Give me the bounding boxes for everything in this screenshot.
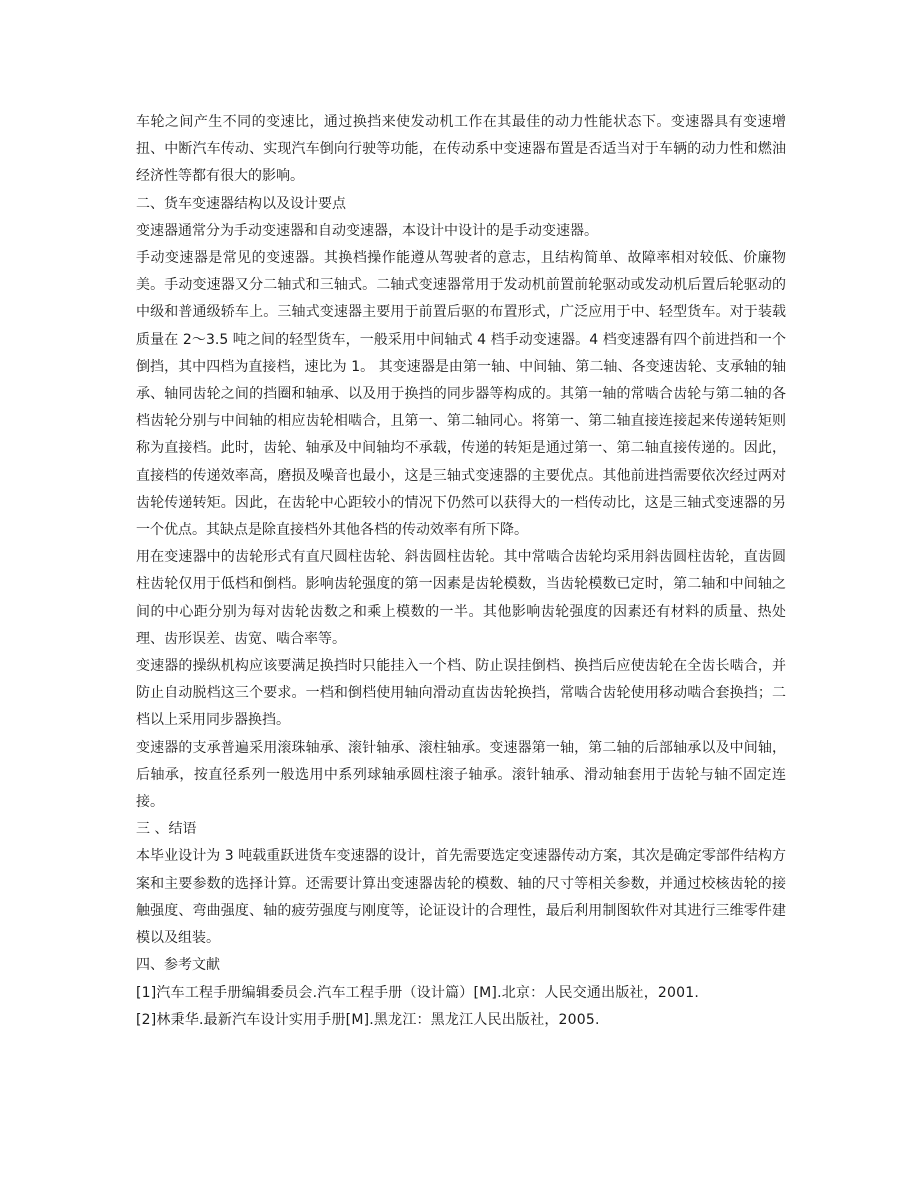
section-heading-3: 三 、结语 [136, 821, 197, 838]
transmission-types-paragraph: 变速器通常分为手动变速器和自动变速器，本设计中设计的是手动变速器。 [136, 222, 598, 239]
manual-transmission-paragraph: 手动变速器是常见的变速器。其换档操作能遵从驾驶者的意志，且结构简单、故障率相对较低、价廉物美。手动变速器又分二轴式和三轴式。二轴式变速器常用于发动机前置前轮驱动或发动机后置后轮驱动的中级和普通级轿车上。三轴式变速器主要用于前置后驱的布置形式，广泛应用于中、轻型货车。对于装载质量在 2～3.5 吨之间的轻型货车，一般采用中间轴式 4 档手动变速器。4 档变速器有四个前进挡和一个倒挡，其中四档为直接档，速比为 1。 其变速器是由第一轴、中间轴、第二轴、各变速齿轮、支承轴的轴承、轴同齿轮之间的挡圈和轴承、以及用于换挡的同步器等构成的。其第一轴的常啮合齿轮与第二轴的各档齿轮分别与中间轴的相应齿轮相啮合，且第一、第二轴同心。将第一、第二轴直接连接起来传递转矩则称为直接档。此时，齿轮、轴承及中间轴均不承载，传递的转矩是通过第一、第二轴直接传递的。因此，直接档的传递效率高，磨损及噪音也最小，这是三轴式变速器的主要优点。其他前进挡需要依次经过两对齿轮传递转矩。因此，在齿轮中心距较小的情况下仍然可以获得大的一档传动比，这是三轴式变速器的另一个优点。其缺点是除直接档外其他各档的传动效率有所下降。 [136, 250, 786, 539]
gear-form-paragraph: 用在变速器中的齿轮形式有直尺圆柱齿轮、斜齿圆柱齿轮。其中常啮合齿轮均采用斜齿圆柱齿轮，直齿圆柱齿轮仅用于低档和倒档。影响齿轮强度的第一因素是齿轮模数，当齿轮模数已定时，第二轴和中间轴之间的中心距分别为每对齿轮齿数之和乘上模数的一半。其他影响齿轮强度的因素还有材料的质量、热处理、齿形误差、齿宽、啮合率等。 [136, 549, 786, 647]
shift-mechanism-paragraph: 变速器的操纵机构应该要满足换挡时只能挂入一个档、防止误挂倒档、换挡后应使齿轮在全齿长啮合，并防止自动脱档这三个要求。一档和倒档使用轴向滑动直齿齿轮换挡，常啮合齿轮使用移动啮合套换挡；二档以上采用同步器换挡。 [136, 658, 786, 729]
document-body [136, 109, 786, 1034]
section-heading-2: 二、货车变速器结构以及设计要点 [136, 195, 346, 212]
section-heading-4: 四、参考文献 [136, 957, 220, 974]
reference-item: [1]汽车工程手册编辑委员会.汽车工程手册（设计篇）[M].北京：人民交通出版社，2001. [136, 984, 700, 1001]
bearing-paragraph: 变速器的支承普遍采用滚珠轴承、滚针轴承、滚柱轴承。变速器第一轴，第二轴的后部轴承以及中间轴，后轴承，按直径系列一般选用中系列球轴承圆柱滚子轴承。滚针轴承、滑动轴套用于齿轮与轴不固定连接。 [136, 739, 786, 811]
reference-item: [2]林秉华.最新汽车设计实用手册[M].黑龙江：黑龙江人民出版社，2005. [136, 1011, 600, 1028]
conclusion-paragraph: 本毕业设计为 3 吨载重跃进货车变速器的设计，首先需要选定变速器传动方案，其次是确定零部件结构方案和主要参数的选择计算。还需要计算出变速器齿轮的模数、轴的尺寸等相关参数，并通过校核齿轮的接触强度、弯曲强度、轴的疲劳强度与刚度等，论证设计的合理性，最后利用制图软件对其进行三维零件建模以及组装。 [136, 848, 786, 947]
reference-list [136, 980, 786, 1034]
intro-paragraph: 车轮之间产生不同的变速比，通过换挡来使发动机工作在其最佳的动力性能状态下。变速器具有变速增扭、中断汽车传动、实现汽车倒向行驶等功能，在传动系中变速器布置是否适当对于车辆的动力性和燃油经济性等都有很大的影响。 [136, 114, 786, 185]
